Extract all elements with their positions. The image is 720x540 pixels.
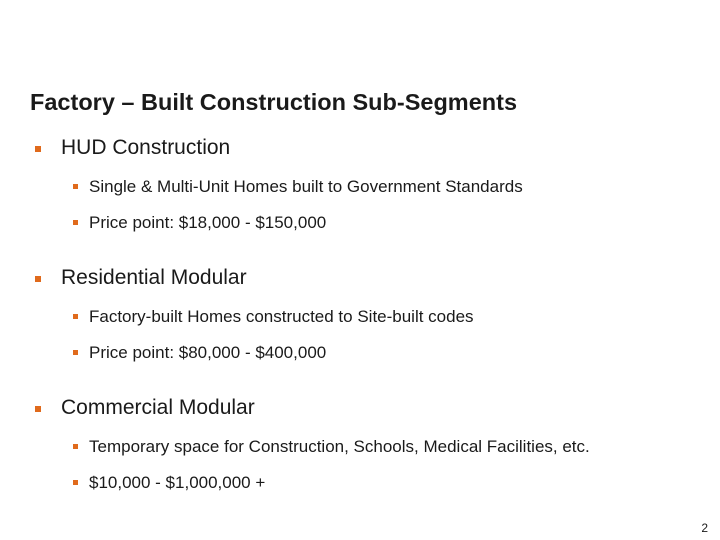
page-number: 2 xyxy=(701,521,708,535)
section-heading: Commercial Modular xyxy=(61,396,255,419)
square-bullet-icon xyxy=(73,184,78,189)
sub-bullet-text: Price point: $80,000 - $400,000 xyxy=(89,343,327,362)
section-heading: Residential Modular xyxy=(61,266,247,289)
square-bullet-icon xyxy=(73,480,78,485)
square-bullet-icon xyxy=(35,276,41,282)
sub-bullet-text: Single & Multi-Unit Homes built to Government Standards xyxy=(89,177,523,196)
square-bullet-icon xyxy=(73,350,78,355)
slide-title: Factory – Built Construction Sub-Segments xyxy=(30,89,518,115)
section-heading: HUD Construction xyxy=(61,136,231,159)
sub-bullet-text: Factory-built Homes constructed to Site-built codes xyxy=(89,307,474,326)
square-bullet-icon xyxy=(73,220,78,225)
square-bullet-icon xyxy=(73,444,78,449)
square-bullet-icon xyxy=(73,314,78,319)
square-bullet-icon xyxy=(35,406,41,412)
square-bullet-icon xyxy=(35,146,41,152)
sub-bullet-text: Temporary space for Construction, Schools, Medical Facilities, etc. xyxy=(89,437,590,456)
sub-bullet-text: $10,000 - $1,000,000 + xyxy=(89,473,266,492)
sub-bullet-text: Price point: $18,000 - $150,000 xyxy=(89,213,327,232)
